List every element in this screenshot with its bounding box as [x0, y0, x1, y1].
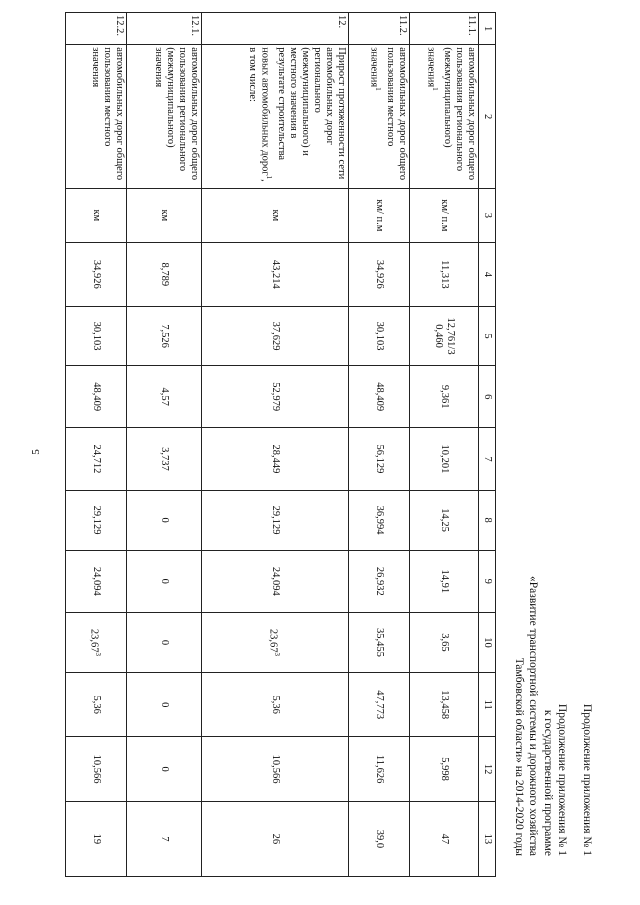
value-cell — [127, 366, 202, 428]
value-cell — [127, 490, 202, 550]
table-body — [66, 13, 496, 877]
unit-cell: км/ п.м — [349, 189, 410, 243]
value-text: 19 — [91, 833, 102, 845]
row-number-cell: 12.1. — [127, 13, 202, 45]
value-cell — [410, 490, 479, 550]
value-cell — [410, 428, 479, 490]
value-text: 10,201 — [439, 444, 450, 474]
value-text: 26 — [270, 833, 281, 845]
value-text: 0 — [159, 766, 170, 772]
value-text: 10,566 — [91, 754, 102, 784]
indicator-name-text: автомобильных дорог общего пользования местного значения — [90, 47, 125, 181]
value-text: 48,409 — [374, 382, 385, 412]
column-number-cell: 8 — [479, 490, 496, 550]
value-text: 24,094 — [270, 566, 281, 596]
row-number-cell: 12. — [202, 13, 349, 45]
footnote-mark: 3 — [94, 652, 103, 657]
indicator-name-text: автомобильных дорог общего пользования регионального (межмуниципального) значения — [153, 47, 200, 181]
column-number-row — [479, 13, 496, 877]
value-text: 5,36 — [270, 695, 281, 714]
value-cell — [202, 737, 349, 801]
value-text: 30,103 — [374, 321, 385, 351]
unit-cell: км — [66, 189, 127, 243]
program-title-line1: «Развитие транспортной системы и дорожного хозяйства — [527, 576, 539, 856]
value-cell — [66, 366, 127, 428]
column-number-cell: 13 — [479, 801, 496, 876]
value-text: 37,629 — [270, 321, 281, 351]
value-cell — [202, 366, 349, 428]
value-cell — [410, 673, 479, 737]
value-cell — [202, 550, 349, 612]
value-cell — [349, 673, 410, 737]
value-text: 7,526 — [159, 324, 170, 348]
value-text: 4,57 — [159, 387, 170, 406]
value-cell — [349, 801, 410, 876]
value-cell — [66, 490, 127, 550]
value-text: 47 — [439, 833, 450, 845]
indicator-name-cell — [349, 45, 410, 189]
row-number-cell: 12.2. — [66, 13, 127, 45]
value-cell — [66, 550, 127, 612]
indicator-name-cell — [66, 45, 127, 189]
value-text: 39,0 — [374, 829, 385, 849]
value-cell — [349, 612, 410, 672]
value-cell — [202, 673, 349, 737]
value-cell — [202, 428, 349, 490]
value-cell — [410, 366, 479, 428]
column-number-cell: 11 — [479, 673, 496, 737]
value-text: 12,761/3 0,460 — [433, 317, 456, 355]
value-cell — [127, 428, 202, 490]
column-number-cell: 4 — [479, 242, 496, 306]
value-text: 30,103 — [91, 321, 102, 351]
value-cell — [127, 673, 202, 737]
value-text: 43,214 — [270, 259, 281, 289]
footnote-mark: 1 — [374, 87, 382, 91]
footnote-mark: 1 — [265, 175, 273, 180]
indicator-name-text: Прирост протяженности сети автомобильных дорог регионального (межмуниципального) и местного значения в результате строительства новых автомобильных дорог — [259, 47, 347, 180]
value-text: 11,313 — [439, 260, 450, 289]
unit-cell: км/ п.м — [410, 189, 479, 243]
value-text: 14,91 — [439, 569, 450, 594]
column-number-cell: 6 — [479, 366, 496, 428]
column-number-cell: 12 — [479, 737, 496, 801]
value-cell — [66, 801, 127, 876]
value-text: 13,458 — [439, 690, 450, 720]
value-cell — [66, 673, 127, 737]
value-text: 52,979 — [270, 382, 281, 412]
footnote-mark: 3 — [273, 652, 282, 657]
table-row — [202, 13, 349, 877]
value-text: 0 — [159, 702, 170, 708]
value-cell — [66, 242, 127, 306]
value-text: 56,129 — [374, 444, 385, 474]
value-cell — [202, 801, 349, 876]
value-cell — [410, 737, 479, 801]
value-cell — [349, 490, 410, 550]
value-cell — [66, 307, 127, 366]
value-cell — [410, 242, 479, 306]
table-row — [127, 13, 202, 877]
indicator-name-suffix: , в том числе: — [247, 47, 271, 182]
value-text: 36,994 — [374, 505, 385, 535]
value-text: 3,65 — [439, 633, 450, 652]
value-text: 28,449 — [270, 444, 281, 474]
column-number-cell: 10 — [479, 612, 496, 672]
value-text: 0 — [159, 517, 170, 523]
unit-cell: км — [127, 189, 202, 243]
value-cell — [349, 366, 410, 428]
value-text: 48,409 — [91, 382, 102, 412]
value-cell — [349, 737, 410, 801]
program-title-line2: Тамбовской области» на 2014-2020 годы — [513, 657, 525, 856]
value-text: 24,094 — [91, 566, 102, 596]
row-number-cell: 11.1. — [410, 13, 479, 45]
value-cell — [127, 242, 202, 306]
value-cell — [410, 550, 479, 612]
value-text: 29,129 — [270, 505, 281, 535]
value-text: 8,789 — [159, 262, 170, 287]
continuation-appendix-label-2: Продолжение приложения № 1 — [556, 703, 568, 856]
column-number-cell: 9 — [479, 550, 496, 612]
value-cell — [202, 242, 349, 306]
column-number-cell: 5 — [479, 307, 496, 366]
value-text: 34,926 — [374, 259, 385, 289]
unit-cell: км — [202, 189, 349, 243]
value-text: 11,626 — [374, 754, 385, 784]
value-text: 23,67 — [88, 628, 100, 653]
column-number-cell: 7 — [479, 428, 496, 490]
value-cell — [202, 307, 349, 366]
footnote-mark: 1 — [431, 87, 439, 91]
value-cell — [202, 490, 349, 550]
to-program-label: к государственной программе — [542, 709, 554, 856]
value-cell — [349, 428, 410, 490]
value-text: 7 — [159, 836, 170, 842]
rotated-content — [88, 12, 600, 892]
value-text: 47,773 — [374, 690, 385, 720]
row-number-cell: 11.2. — [349, 13, 410, 45]
value-cell — [349, 307, 410, 366]
indicator-name-cell — [202, 45, 349, 189]
table-row — [66, 13, 127, 877]
indicator-name-text: автомобильных дорог общего пользования регионального (межмуниципального) значения — [425, 47, 477, 181]
value-text: 5,36 — [91, 695, 102, 714]
value-text: 9,361 — [439, 384, 450, 409]
value-cell — [66, 612, 127, 672]
column-number-cell: 1 — [479, 13, 496, 45]
continuation-appendix-label: Продолжение приложения № 1 — [581, 703, 593, 856]
value-cell — [349, 242, 410, 306]
value-text: 35,455 — [374, 628, 385, 657]
table-row — [349, 13, 410, 877]
value-text: 3,737 — [159, 447, 170, 471]
value-text: 23,67 — [267, 628, 279, 653]
value-cell — [410, 307, 479, 366]
value-text: 24,712 — [91, 444, 102, 474]
value-cell — [127, 612, 202, 672]
value-cell — [127, 550, 202, 612]
value-text: 26,932 — [374, 566, 385, 596]
value-text: 14,25 — [439, 508, 450, 532]
value-cell — [127, 307, 202, 366]
value-text: 34,926 — [91, 259, 102, 289]
value-text: 0 — [159, 639, 170, 646]
value-text: 10,566 — [270, 754, 281, 784]
value-cell — [66, 737, 127, 801]
value-text: 5,998 — [439, 757, 450, 781]
value-cell — [127, 801, 202, 876]
page-number: 5 — [30, 449, 42, 455]
value-text: 29,129 — [91, 505, 102, 535]
indicator-name-cell — [410, 45, 479, 189]
value-cell — [410, 801, 479, 876]
value-cell — [202, 612, 349, 672]
document-header — [508, 12, 600, 892]
value-cell — [349, 550, 410, 612]
value-cell — [66, 428, 127, 490]
value-cell — [410, 612, 479, 672]
value-cell — [127, 737, 202, 801]
indicator-name-text: автомобильных дорог общего пользования местного значения — [368, 47, 408, 181]
table-row — [410, 13, 479, 877]
column-number-cell: 3 — [479, 189, 496, 243]
indicator-name-cell — [127, 45, 202, 189]
indicators-table — [65, 12, 496, 877]
value-text: 0 — [159, 578, 170, 584]
column-number-cell: 2 — [479, 45, 496, 189]
